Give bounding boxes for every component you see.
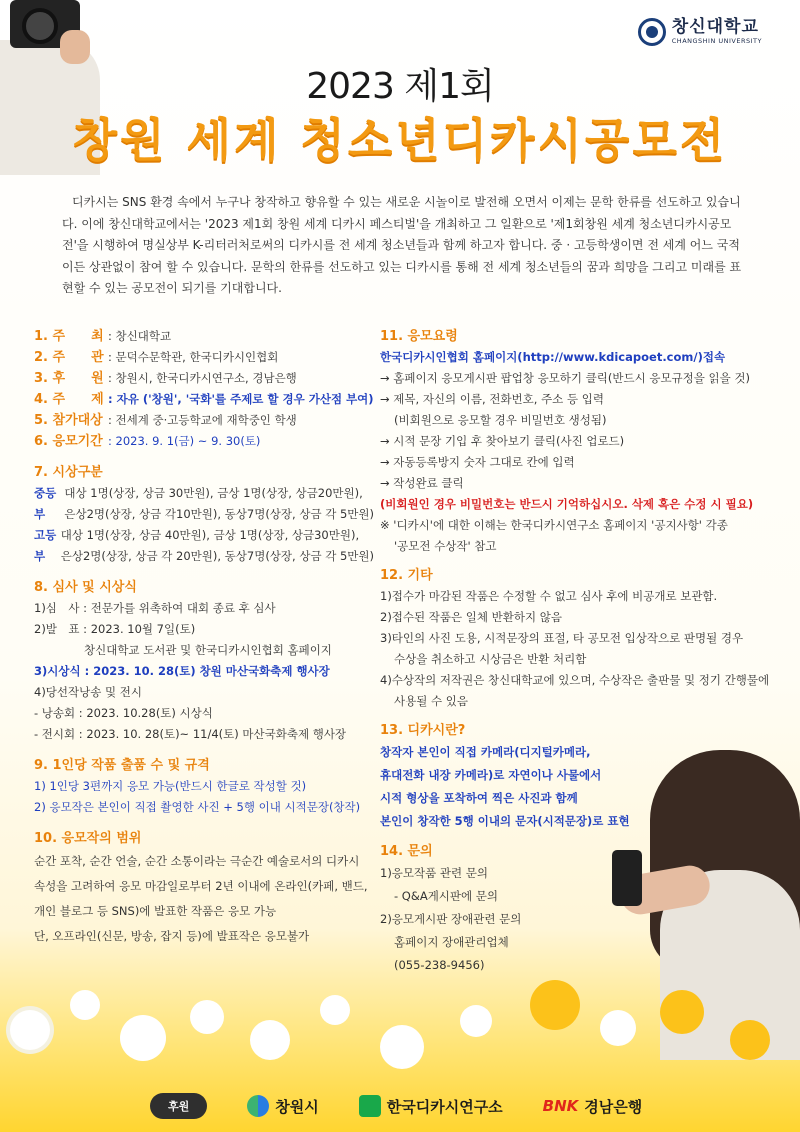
info-period: 6. 응모기간 : 2023. 9. 1(금) ~ 9. 30(토) <box>34 434 261 449</box>
sponsor-kdi: 한국디카시연구소 <box>359 1095 503 1117</box>
what-title: 13. 디카시란? <box>380 723 466 738</box>
entries-line: 2) 응모작은 본인이 직접 촬영한 사진 + 5행 이내 시적문장(창작) <box>34 800 361 814</box>
info-target: 5. 참가대상 : 전세계 중·고등학교에 재학중인 학생 <box>34 413 297 428</box>
sponsor-bar <box>150 1092 710 1120</box>
apply-line: (비회원으로 응모할 경우 비밀번호 생성됨) <box>394 413 607 427</box>
apply-line: → 시적 문장 기입 후 찾아보기 클릭(사진 업로드) <box>380 434 625 448</box>
bnk-logo: BNK <box>542 1097 579 1115</box>
contact-phone: (055-238-9456) <box>394 958 485 972</box>
scope-line: 속성을 고려하여 응모 마감일로부터 2년 이내에 온라인(카페, 밴드, <box>34 879 368 893</box>
awards-title: 7. 시상구분 <box>34 465 103 480</box>
apply-line: '공모전 수상작' 참고 <box>394 539 497 553</box>
etc-line: 사용될 수 있음 <box>394 694 468 708</box>
contact-line: - Q&A게시판에 문의 <box>394 889 499 903</box>
entries-title: 9. 1인당 작품 출품 수 및 규격 <box>34 758 210 773</box>
logo-name-ko: 창신대학교 <box>671 17 759 38</box>
awards-high: 고등부 대상 1명(상장, 상금 40만원), 금상 1명(상장, 상금30만원), 은상2명(상장, 상금 각 20만원), 동상7명(상장, 상금 각 5만원) <box>34 528 374 563</box>
scope-line: 단, 오프라인(신문, 방송, 잡지 등)에 발표작은 응모불가 <box>34 929 310 943</box>
contact-line: 2)응모게시판 장애관련 문의 <box>380 912 522 926</box>
left-column <box>34 326 374 949</box>
etc-line: 4)수상작의 저작권은 창신대학교에 있으며, 수상작은 출판물 및 정기 간행물에 <box>380 673 770 687</box>
phone-icon <box>612 850 642 906</box>
entries-line: 1) 1인당 3편까지 응모 가능(반드시 한글로 작성할 것) <box>34 779 307 793</box>
scope-title: 10. 응모작의 범위 <box>34 831 142 846</box>
what-line: 본인이 창작한 5행 이내의 문자(시적문장)로 표현 <box>380 814 630 828</box>
scope-line: 개인 블로그 등 SNS)에 발표한 작품은 응모 가능 <box>34 904 277 918</box>
judging-line: 3)시상식 : 2023. 10. 28(토) 창원 마산국화축제 행사장 <box>34 664 330 678</box>
title-main: 창원 세계 청소년디카시공모전 <box>72 113 728 167</box>
contact-line: 1)응모작품 관련 문의 <box>380 866 488 880</box>
apply-line: → 자동등록방지 숫자 그대로 칸에 입력 <box>380 455 575 469</box>
university-seal-icon <box>638 18 666 46</box>
judging-line: 1)심 사 : 전문가를 위촉하여 대회 종료 후 심사 <box>34 601 276 615</box>
sponsor-changwon: 창원시 <box>247 1095 318 1117</box>
what-line: 창작자 본인이 직접 카메라(디지털카메라, <box>380 745 591 759</box>
judging-line: 4)당선작낭송 및 전시 <box>34 685 142 699</box>
contact-line: 홈페이지 장애관리업체 <box>394 935 509 949</box>
info-theme: 4. 주 제 : 자유 ('창원', '국화'를 주제로 할 경우 가산점 부여) <box>34 392 374 407</box>
logo-name-en: CHANGSHIN UNIVERSITY <box>671 37 762 46</box>
kdi-logo-icon <box>359 1095 381 1117</box>
etc-line: 수상을 취소하고 시상금은 반환 처리함 <box>394 652 587 666</box>
judging-line: 창신대학교 도서관 및 한국디카시인협회 홈페이지 <box>84 643 332 657</box>
awards-middle: 중등부 대상 1명(상장, 상금 30만원), 금상 1명(상장, 상금20만원), 은상2명(상장, 상금 각10만원), 동상7명(상장, 상금 각 5만원) <box>34 486 374 521</box>
info-sponsor: 3. 후 원 : 창원시, 한국디카시연구소, 경남은행 <box>34 371 297 386</box>
judging-line: 2)발 표 : 2023. 10월 7일(토) <box>34 622 196 636</box>
intro-text: 디카시는 SNS 환경 속에서 누구나 창작하고 향유할 수 있는 새로운 시놀이로 발전해 오면서 이제는 문학 한류를 선도하고 있습니다. 이에 창신대학교에서는 '2023 제1회 창원 세계 디카시 페스티벌'을 개최하고 그 일환으로 '제1회창원 세계 청소년디카시공모전'을 시행하여 명실상부 K-리터러처로써의 디카시를 전 세계 청소년들과 함께 하고자 합니다. 중 · 고등학생이면 전 세계 어느 국적이든 상관없이 참여 할 수 있습니다. 문학의 한류를 선도하고 있는 디카시를 통해 전 세계 청소년들의 꿈과 희망을 그리고 미래를 표현할 수 있는 공모전이 되기를 기대합니다. <box>62 195 742 295</box>
judging-line: - 전시회 : 2023. 10. 28(토)~ 11/4(토) 마산국화축제 행사장 <box>34 727 347 741</box>
apply-line: ※ '디카시'에 대한 이해는 한국디카시연구소 홈페이지 '공지사항' 각종 <box>380 518 728 532</box>
apply-line: → 제목, 자신의 이름, 전화번호, 주소 등 입력 <box>380 392 604 406</box>
info-host: 1. 주 최 : 창신대학교 <box>34 329 172 344</box>
etc-line: 2)접수된 작품은 일체 반환하지 않음 <box>380 610 562 624</box>
etc-line: 3)타인의 사진 도용, 시적문장의 표절, 타 공모전 입상작으로 판명될 경우 <box>380 631 744 645</box>
judging-title: 8. 심사 및 시상식 <box>34 580 137 595</box>
university-logo <box>638 18 762 46</box>
what-line: 시적 형상을 포착하여 찍은 사진과 함께 <box>380 791 578 805</box>
etc-title: 12. 기타 <box>380 568 433 583</box>
sponsor-label: 후원 <box>150 1093 207 1119</box>
etc-line: 1)접수가 마감된 작품은 수정할 수 없고 심사 후에 비공개로 보관함. <box>380 589 718 603</box>
apply-warning: (비회원인 경우 비밀번호는 반드시 기억하십시오. 삭제 혹은 수정 시 필요) <box>380 497 754 511</box>
flower-field <box>0 970 800 1070</box>
scope-line: 순간 포착, 순간 언술, 순간 소통이라는 극순간 예술로서의 디카시 <box>34 854 360 868</box>
sponsor-bnk: BNK 경남은행 <box>542 1097 643 1116</box>
what-line: 휴대전화 내장 카메라)로 자연이나 사물에서 <box>380 768 602 782</box>
changwon-logo-icon <box>247 1095 269 1117</box>
info-organizer: 2. 주 관 : 문덕수문학관, 한국디카시인협회 <box>34 350 279 365</box>
apply-title: 11. 응모요령 <box>380 329 458 344</box>
apply-line: → 작성완료 클릭 <box>380 476 464 490</box>
contact-title: 14. 문의 <box>380 844 433 859</box>
apply-line: → 홈페이지 응모게시판 팝업창 응모하기 클릭(반드시 응모규정을 읽을 것) <box>380 371 751 385</box>
title-year: 2023 제1회 <box>306 66 494 107</box>
apply-link[interactable]: 한국디카시인협회 홈페이지(http://www.kdicapoet.com/)접속 <box>380 350 726 364</box>
judging-line: - 낭송회 : 2023. 10.28(토) 시상식 <box>34 706 213 720</box>
